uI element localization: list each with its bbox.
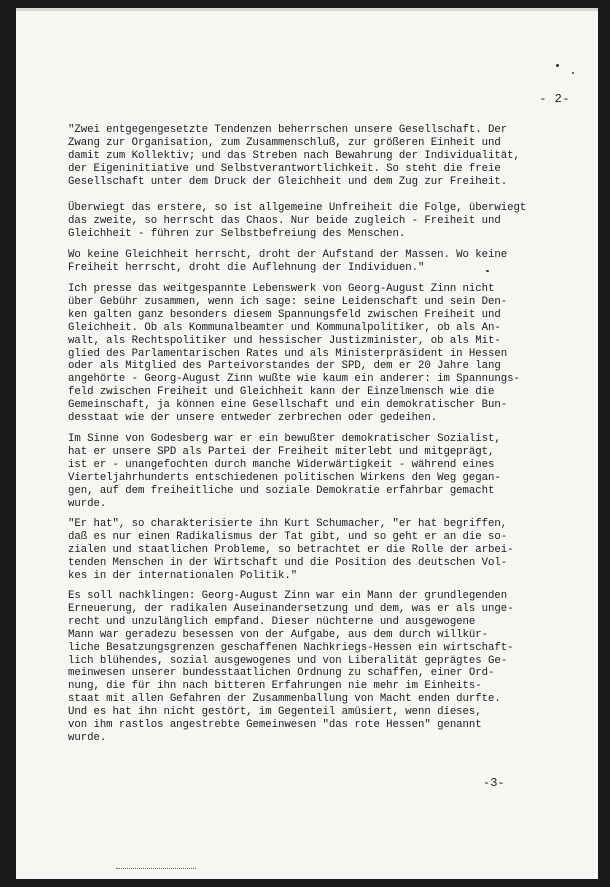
page-number: - 2-	[539, 92, 570, 106]
paragraph-godesberg: Im Sinne von Godesberg war er ein bewußter demokratischer Sozialist, hat er unsere SPD als Partei der Freiheit miterlebt und mitgeprägt, ist er - unangefochten durch manche Widerwärtigkeit - während eines Vierteljahrhunderts entschiedenen politischen Wirkens den Weg gegan- gen, auf dem freiheitliche und soziale Demokratie erfahrbar gemacht wurde.	[68, 433, 501, 510]
scan-edge	[16, 8, 598, 11]
paragraph-lebenswerk: Ich presse das weitgespannte Lebenswerk von Georg-August Zinn nicht über Gebühr zusammen, wenn ich sage: seine Leidenschaft und sein Den- ken galten ganz besonders diesem Spannungsfeld zwischen Freiheit und Gleichheit. Ob als Kommunalbeamter und Kommunalpolitiker, ob als An- walt, als Rechtspolitiker und hessischer Justizminister, ob als Mit- glied des Parlamentarischen Rates und als Ministerpräsident in Hessen oder als Mitglied des Parteivorstandes der SPD, dem er 20 Jahre lang angehörte - Georg-August Zinn wußte wie kaum ein anderer: im Spannungs- feld zwischen Freiheit und Gleichheit kann der Einzelmensch wie die Gemeinschaft, ja können eine Gesellschaft und ein demokratischer Bun- desstaat wie der unsere entweder zerbrechen oder gedeihen.	[68, 283, 520, 425]
paragraph-schumacher: "Er hat", so charakterisierte ihn Kurt Schumacher, "er hat begriffen, daß es nur einen Radikalismus der Tat gibt, und so geht er an die so- zialen und staatlichen Probleme, so betrachtet er die Rolle der arbei- tenden Menschen in der Wirtschaft und die Position des deutschen Vol- kes in der internationalen Politik."	[68, 518, 514, 582]
scan-speck	[572, 72, 574, 74]
continuation-marker: -3-	[483, 776, 505, 790]
scan-speck	[556, 64, 559, 67]
paragraph-quote-2: Überwiegt das erstere, so ist allgemeine Unfreiheit die Folge, überwiegt das zweite, so herrscht das Chaos. Nur beide zugleich - Freiheit und Gleichheit - führen zur Selbstbefreiung des Menschen.	[68, 202, 527, 240]
scan-noise	[116, 868, 196, 871]
paragraph-nachklingen: Es soll nachklingen: Georg-August Zinn war ein Mann der grundlegenden Erneuerung, der radikalen Auseinandersetzung und dem, was er als unge- recht und unzulänglich empfand. Dieser nüchterne und ausgewogene Mann war geradezu besessen von der Aufgabe, aus dem durch willkür- liche Besatzungsgrenzen geschaffenen Nachkriegs-Hessen ein wirtschaft- lich blühendes, sozial ausgewogenes und von Liberalität geprägtes Ge- meinwesen unserer bundesstaatlichen Ordnung zu schaffen, einer Ord- nung, die für ihn nach bitteren Erfahrungen nie mehr im Einheits- staat mit allen Gefahren der Zusammenballung von Macht enden durfte. Und es hat ihn nicht gestört, im Gegenteil amüsiert, wenn dieses, von ihm rastlos angestrebte Gemeinwesen "das rote Hessen" genannt wurde.	[68, 590, 514, 744]
paragraph-quote-3: Wo keine Gleichheit herrscht, droht der Aufstand der Massen. Wo keine Freiheit herrscht, droht die Auflehnung der Individuen."	[68, 249, 508, 274]
paragraph-quote-1: "Zwei entgegengesetzte Tendenzen beherrschen unsere Gesellschaft. Der Zwang zur Organisation, zum Zusammenschluß, zur größeren Einheit und damit zum Kollektiv; und das Streben nach Bewahrung der Individualität, der Eigeninitiative und Selbstverantwortlichkeit. So steht die freie Gesellschaft unter dem Druck der Gleichheit und dem Zug zur Freiheit.	[68, 124, 520, 188]
document-page	[16, 8, 598, 879]
